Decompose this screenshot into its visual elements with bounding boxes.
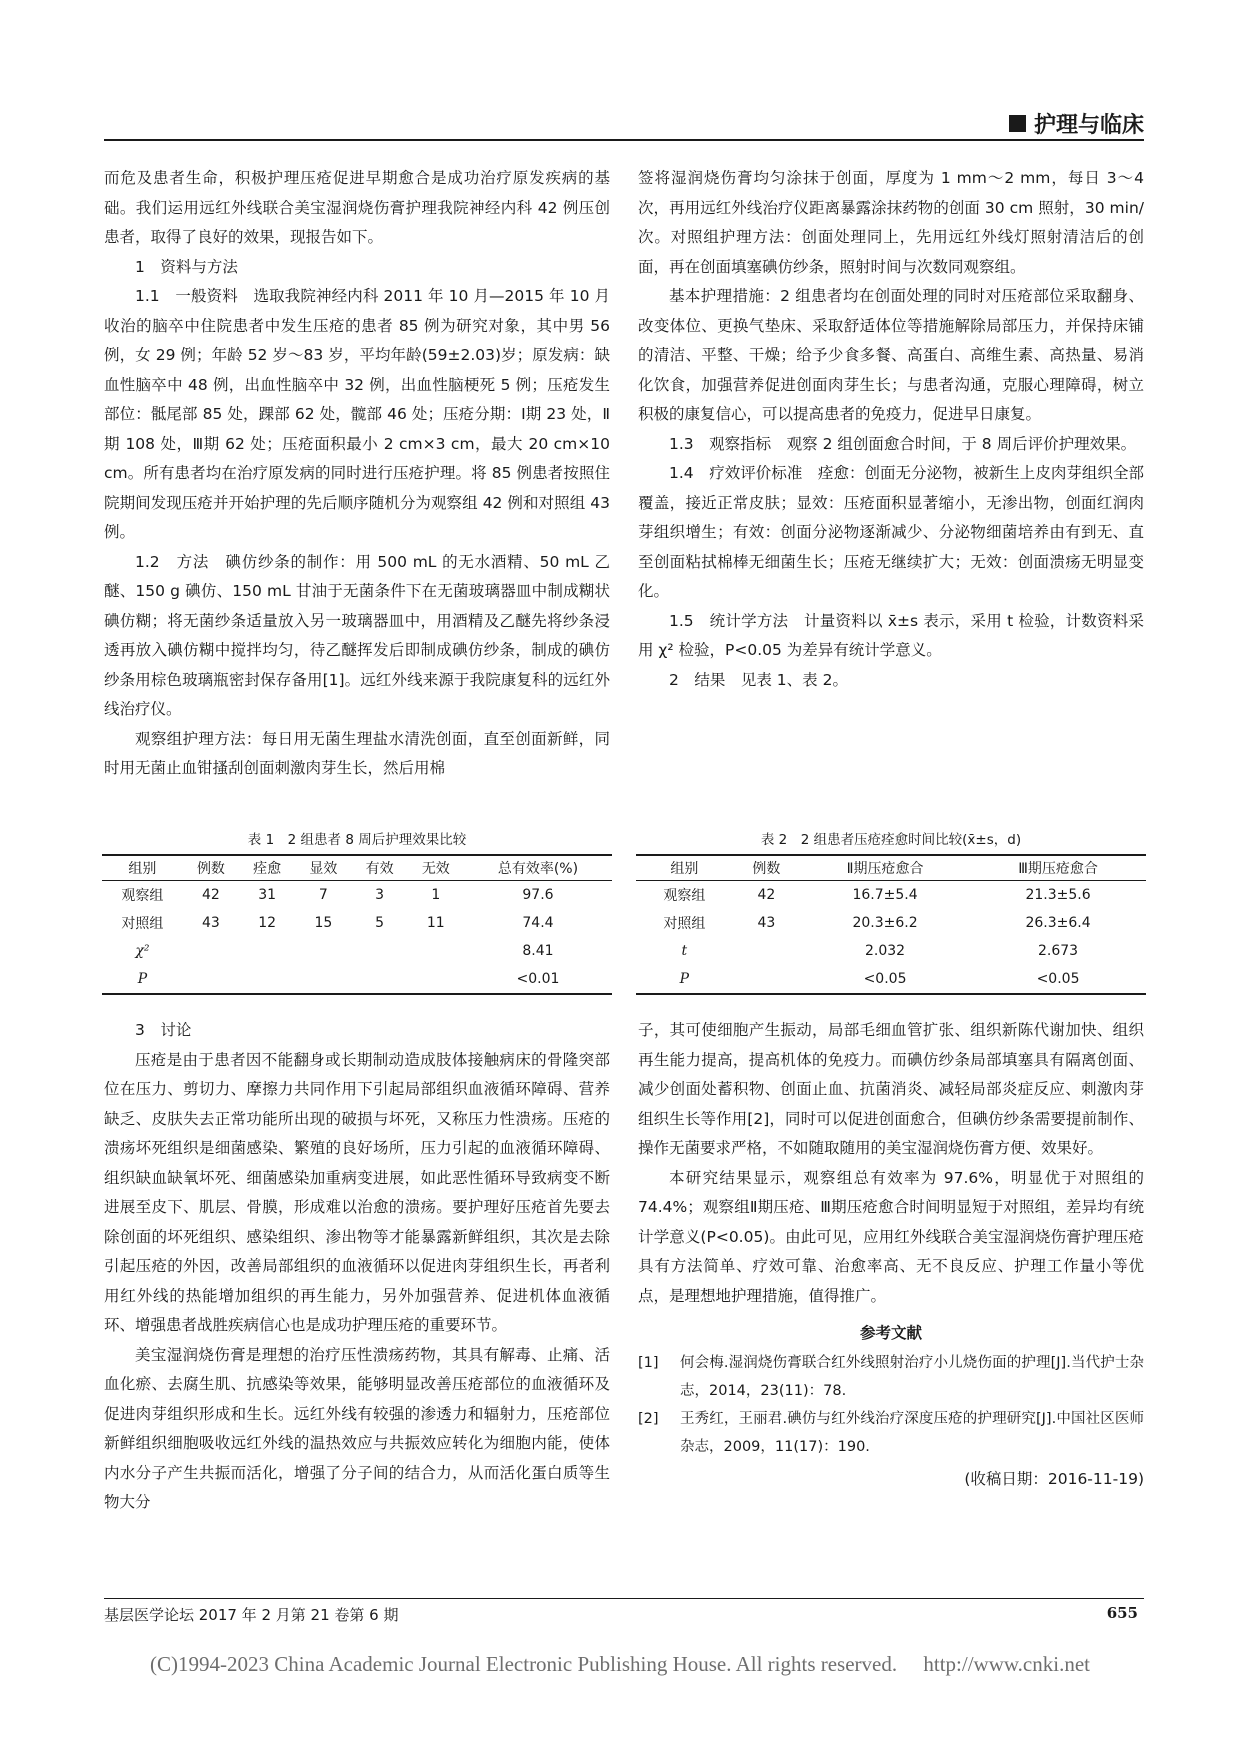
table-cell: 对照组 <box>663 916 706 932</box>
paragraph-ointment: 美宝湿润烧伤膏是理想的治疗压性溃疡药物，其具有解毒、止痛、活血化瘀、去腐生肌、抗感染等效果，能够明显改善压疮部位的血液循环及促进肉芽组织形成和生长。远红外线有较强的渗透力和辐射力，压疮部位新鲜组织细胞吸收远红外线的温热效应与共振效应转化为细胞内能，使体内水分子产生共振而活化，增强了分子间的结合力，从而活化蛋白质等生物大分 <box>104 1345 610 1511</box>
paragraph-results: 2 结果 见表 1、表 2。 <box>669 670 848 689</box>
column-left-top <box>104 164 610 784</box>
table-1 <box>102 830 612 995</box>
paragraph-criteria: 1.4 疗效评价标准 痊愈：创面无分泌物，被新生上皮肉芽组织全部覆盖，接近正常皮肤；显效：压疮面积显著缩小，无渗出物，创面红润肉芽组织增生；有效：创面分泌物逐渐减少、分泌物细菌培养由有到无、直至创面粘拭棉棒无细菌生长；压疮无继续扩大；无效：创面溃疡无明显变化。 <box>638 464 1144 600</box>
table-header-cell: 无效 <box>421 861 450 877</box>
table-2 <box>636 830 1146 995</box>
table-row <box>102 909 612 937</box>
table-cell <box>351 965 407 994</box>
table-row <box>636 937 1146 965</box>
table-cell <box>295 965 351 994</box>
table-cell: 5 <box>375 915 385 931</box>
table-cell <box>183 937 239 965</box>
reference-number: [1] <box>638 1354 659 1371</box>
paragraph: 子，其可使细胞产生振动，局部毛细血管扩张、组织新陈代谢加快、组织再生能力提高，提高机体的免疫力。而碘仿纱条局部填塞具有隔离创面、减少创面处蓄积物、创面止血、抗菌消炎、减轻局部炎症反应、刺激肉芽组织生长等作用[2]，同时可以促进创面愈合，但碘仿纱条需要提前制作、操作无菌要求严格，不如随取随用的美宝湿润烧伤膏方便、效果好。 <box>638 1021 1144 1157</box>
table-cell: 3 <box>375 887 385 903</box>
table-row <box>102 881 612 910</box>
table-cell: <0.05 <box>863 971 907 987</box>
table-header-cell: 显效 <box>309 861 338 877</box>
section-heading-methods: 1 资料与方法 <box>135 257 238 276</box>
table-cell <box>351 937 407 965</box>
table-cell <box>239 937 295 965</box>
table-row <box>102 965 612 994</box>
paragraph-discussion: 压疮是由于患者因不能翻身或长期制动造成肢体接触病床的骨隆突部位在压力、剪切力、摩擦力共同作用下引起局部组织血液循环障碍、营养缺乏、皮肤失去正常功能所出现的破损与坏死，又称压力性溃疡。压疮的溃疡坏死组织是细菌感染、繁殖的良好场所，压力引起的血液循环障碍、组织缺血缺氧坏死、细菌感染加重病变进展，如此恶性循环导致病变不断进展至皮下、肌层、骨膜，形成难以治愈的溃疡。要护理好压疮首先要去除创面的坏死组织、感染组织、渗出物等才能暴露新鲜组织，其次是去除引起压疮的外因，改善局部组织的血液循环以促进肉芽组织生长，再者利用红外线的热能增加组织的再生能力，另外加强营养、促进机体血液循环、增强患者战胜疾病信心也是成功护理压疮的重要环节。 <box>104 1050 610 1334</box>
table-row <box>102 937 612 965</box>
table-cell: 16.7±5.4 <box>852 887 918 903</box>
table-cell: 31 <box>258 887 277 903</box>
table-header-cell: 例数 <box>752 861 781 877</box>
page-number: 655 <box>1106 1604 1138 1622</box>
table-cell <box>183 965 239 994</box>
table-cell: 观察组 <box>663 888 706 904</box>
column-right-bottom <box>638 1016 1144 1494</box>
table-cell: <0.05 <box>1036 971 1080 987</box>
table-cell <box>733 937 800 965</box>
paragraph-statistics: 1.5 统计学方法 计量资料以 x̄±s 表示，采用 t 检验，计数资料采用 χ² 检验，P<0.05 为差异有统计学意义。 <box>638 611 1144 659</box>
copyright-watermark: (C)1994-2023 China Academic Journal Electronic Publishing House. All rights reserved. http://www.cnki.net <box>150 1652 1090 1676</box>
table-cell: <0.01 <box>516 971 560 987</box>
table-cell <box>408 965 464 994</box>
reference-number: [2] <box>638 1410 659 1427</box>
footer-journal-info: 基层医学论坛 2017 年 2 月第 21 卷第 6 期 <box>104 1606 399 1624</box>
paragraph: 签将湿润烧伤膏均匀涂抹于创面，厚度为 1 mm～2 mm，每日 3～4 次，再用远红外线治疗仪距离暴露涂抹药物的创面 30 cm 照射，30 min/次。对照组护理方法：创面处理同上，先用远红外线灯照射清洁后的创面，再在创面填塞碘仿纱条，照射时间与次数同观察组。 <box>638 169 1144 276</box>
table-2-grid <box>636 854 1146 995</box>
table-cell: 74.4 <box>522 915 554 931</box>
table-header-cell: 有效 <box>365 861 394 877</box>
received-date: (收稿日期：2016-11-19) <box>964 1469 1144 1488</box>
table-cell: 2.673 <box>1037 943 1079 959</box>
table-cell: 2.032 <box>864 943 906 959</box>
reference-item <box>638 1405 1144 1461</box>
table-cell: 7 <box>318 887 328 903</box>
table-cell <box>408 937 464 965</box>
table-cell <box>102 965 183 994</box>
paragraph-observation-group: 观察组护理方法：每日用无菌生理盐水清洗创面，直至创面新鲜，同时用无菌止血钳搔刮创面刺激肉芽生长，然后用棉 <box>104 729 610 777</box>
table-cell: 12 <box>258 915 277 931</box>
table-header-cell: Ⅱ期压疮愈合 <box>846 861 924 877</box>
table-header-row <box>636 855 1146 881</box>
stat-symbol: t <box>681 943 688 959</box>
table-header-row <box>102 855 612 881</box>
table-header-cell: 例数 <box>196 861 225 877</box>
table-cell: 8.41 <box>522 943 554 959</box>
paragraph: 而危及患者生命，积极护理压疮促进早期愈合是成功治疗原发疾病的基础。我们运用远红外线联合美宝湿润烧伤膏护理我院神经内科 42 例压创患者，取得了良好的效果，现报告如下。 <box>104 169 610 246</box>
paragraph-indicators: 1.3 观察指标 观察 2 组创面愈合时间，于 8 周后评价护理效果。 <box>669 434 1137 453</box>
table-1-caption: 表 1 2 组患者 8 周后护理效果比较 <box>247 832 467 848</box>
table-cell <box>102 937 183 965</box>
table-header-cell: 组别 <box>670 861 699 877</box>
table-cell: 43 <box>757 915 776 931</box>
section-tag <box>1009 108 1144 139</box>
table-cell: 20.3±6.2 <box>852 915 918 931</box>
table-header-cell: Ⅲ期压疮愈合 <box>1018 861 1098 877</box>
paragraph-basic-care: 基本护理措施：2 组患者均在创面处理的同时对压疮部位采取翻身、改变体位、更换气垫床、采取舒适体位等措施解除局部压力，并保持床铺的清洁、平整、干燥；给予少食多餐、高蛋白、高维生素、高热量、易消化饮食，加强营养促进创面肉芽生长；与患者沟通，克服心理障碍，树立积极的康复信心，可以提高患者的免疫力，促进早日康复。 <box>638 287 1144 423</box>
table-row <box>636 965 1146 994</box>
table-cell: 42 <box>757 887 776 903</box>
table-row <box>636 881 1146 910</box>
table-cell: 1 <box>431 887 441 903</box>
table-cell: 11 <box>426 915 445 931</box>
table-cell <box>733 965 800 994</box>
table-cell <box>239 965 295 994</box>
table-2-caption: 表 2 2 组患者压疮痊愈时间比较(x̄±s，d) <box>760 832 1022 848</box>
references-title: 参考文献 <box>859 1324 922 1342</box>
column-left-bottom <box>104 1016 610 1518</box>
table-cell <box>295 937 351 965</box>
reference-item <box>638 1349 1144 1405</box>
table-cell: 26.3±6.4 <box>1025 915 1091 931</box>
table-cell: 42 <box>202 887 220 903</box>
paragraph-general-data: 1.1 一般资料 选取我院神经内科 2011 年 10 月—2015 年 10 月收治的脑卒中住院患者中发生压疮的患者 85 例为研究对象，其中男 56 例，女 29 例；年龄 52 岁～83 岁，平均年龄(59±2.03)岁；原发病：缺血性脑卒中 48 例，出血性脑卒中 32 例，出血性脑梗死 5 例；压疮发生部位：骶尾部 85 处，踝部 62 处，髋部 46 处；压疮分期：Ⅰ期 23 处，Ⅱ期 108 处，Ⅲ期 62 处；压疮面积最小 2 cm×3 cm，最大 20 cm×10 cm。所有患者均在治疗原发病的同时进行压疮护理。将 85 例患者按照住院期间发现压疮并开始护理的先后顺序随机分为观察组 42 例和对照组 43 例。 <box>104 287 610 541</box>
table-header-cell: 总有效率(%) <box>497 861 579 877</box>
table-cell <box>636 965 733 994</box>
table-cell: 97.6 <box>522 887 554 903</box>
table-cell <box>636 937 733 965</box>
column-right-top <box>638 164 1144 695</box>
table-cell: 43 <box>202 915 220 931</box>
header-rule <box>104 139 1144 141</box>
footer-rule <box>104 1598 1144 1599</box>
table-1-grid <box>102 854 612 995</box>
table-cell: 15 <box>314 915 333 931</box>
table-header-cell: 组别 <box>128 861 157 877</box>
paragraph-methods: 1.2 方法 碘仿纱条的制作：用 500 mL 的无水酒精、50 mL 乙醚、150 g 碘仿、150 mL 甘油于无菌条件下在无菌玻璃器皿中制成糊状碘仿糊；将无菌纱条适量放入另一玻璃器皿中，用酒精及乙醚先将纱条浸透再放入碘仿糊中搅拌均匀，待乙醚挥发后即制成碘仿纱条，制成的碘仿纱条用棕色玻璃瓶密封保存备用[1]。远红外线来源于我院康复科的远红外线治疗仪。 <box>104 552 610 718</box>
paragraph-conclusion: 本研究结果显示，观察组总有效率为 97.6%，明显优于对照组的 74.4%；观察组Ⅱ期压疮、Ⅲ期压疮愈合时间明显短于对照组，差异均有统计学意义(P<0.05)。由此可见，应用红外线联合美宝湿润烧伤膏护理压疮具有方法简单、疗效可靠、治愈率高、无不良反应、护理工作量小等优点，是理想地护理措施，值得推广。 <box>638 1168 1144 1305</box>
reference-text: 何会梅.湿润烧伤膏联合红外线照射治疗小儿烧伤面的护理[J].当代护士杂志，2014，23(11)：78. <box>680 1354 1144 1399</box>
table-cell: 对照组 <box>121 916 164 932</box>
table-row <box>636 909 1146 937</box>
square-bullet-icon <box>1009 115 1026 132</box>
reference-text: 王秀红，王丽君.碘仿与红外线治疗深度压疮的护理研究[J].中国社区医师杂志，2009，11(17)：190. <box>680 1410 1144 1455</box>
table-header-cell: 痊愈 <box>253 861 282 877</box>
stat-symbol: P <box>137 971 148 987</box>
section-title: 护理与临床 <box>1033 113 1144 138</box>
table-cell: 21.3±5.6 <box>1025 887 1091 903</box>
table-cell: 观察组 <box>121 888 164 904</box>
stat-symbol: χ² <box>135 943 150 959</box>
section-heading-discussion: 3 讨论 <box>135 1021 192 1039</box>
stat-symbol: P <box>679 971 690 987</box>
